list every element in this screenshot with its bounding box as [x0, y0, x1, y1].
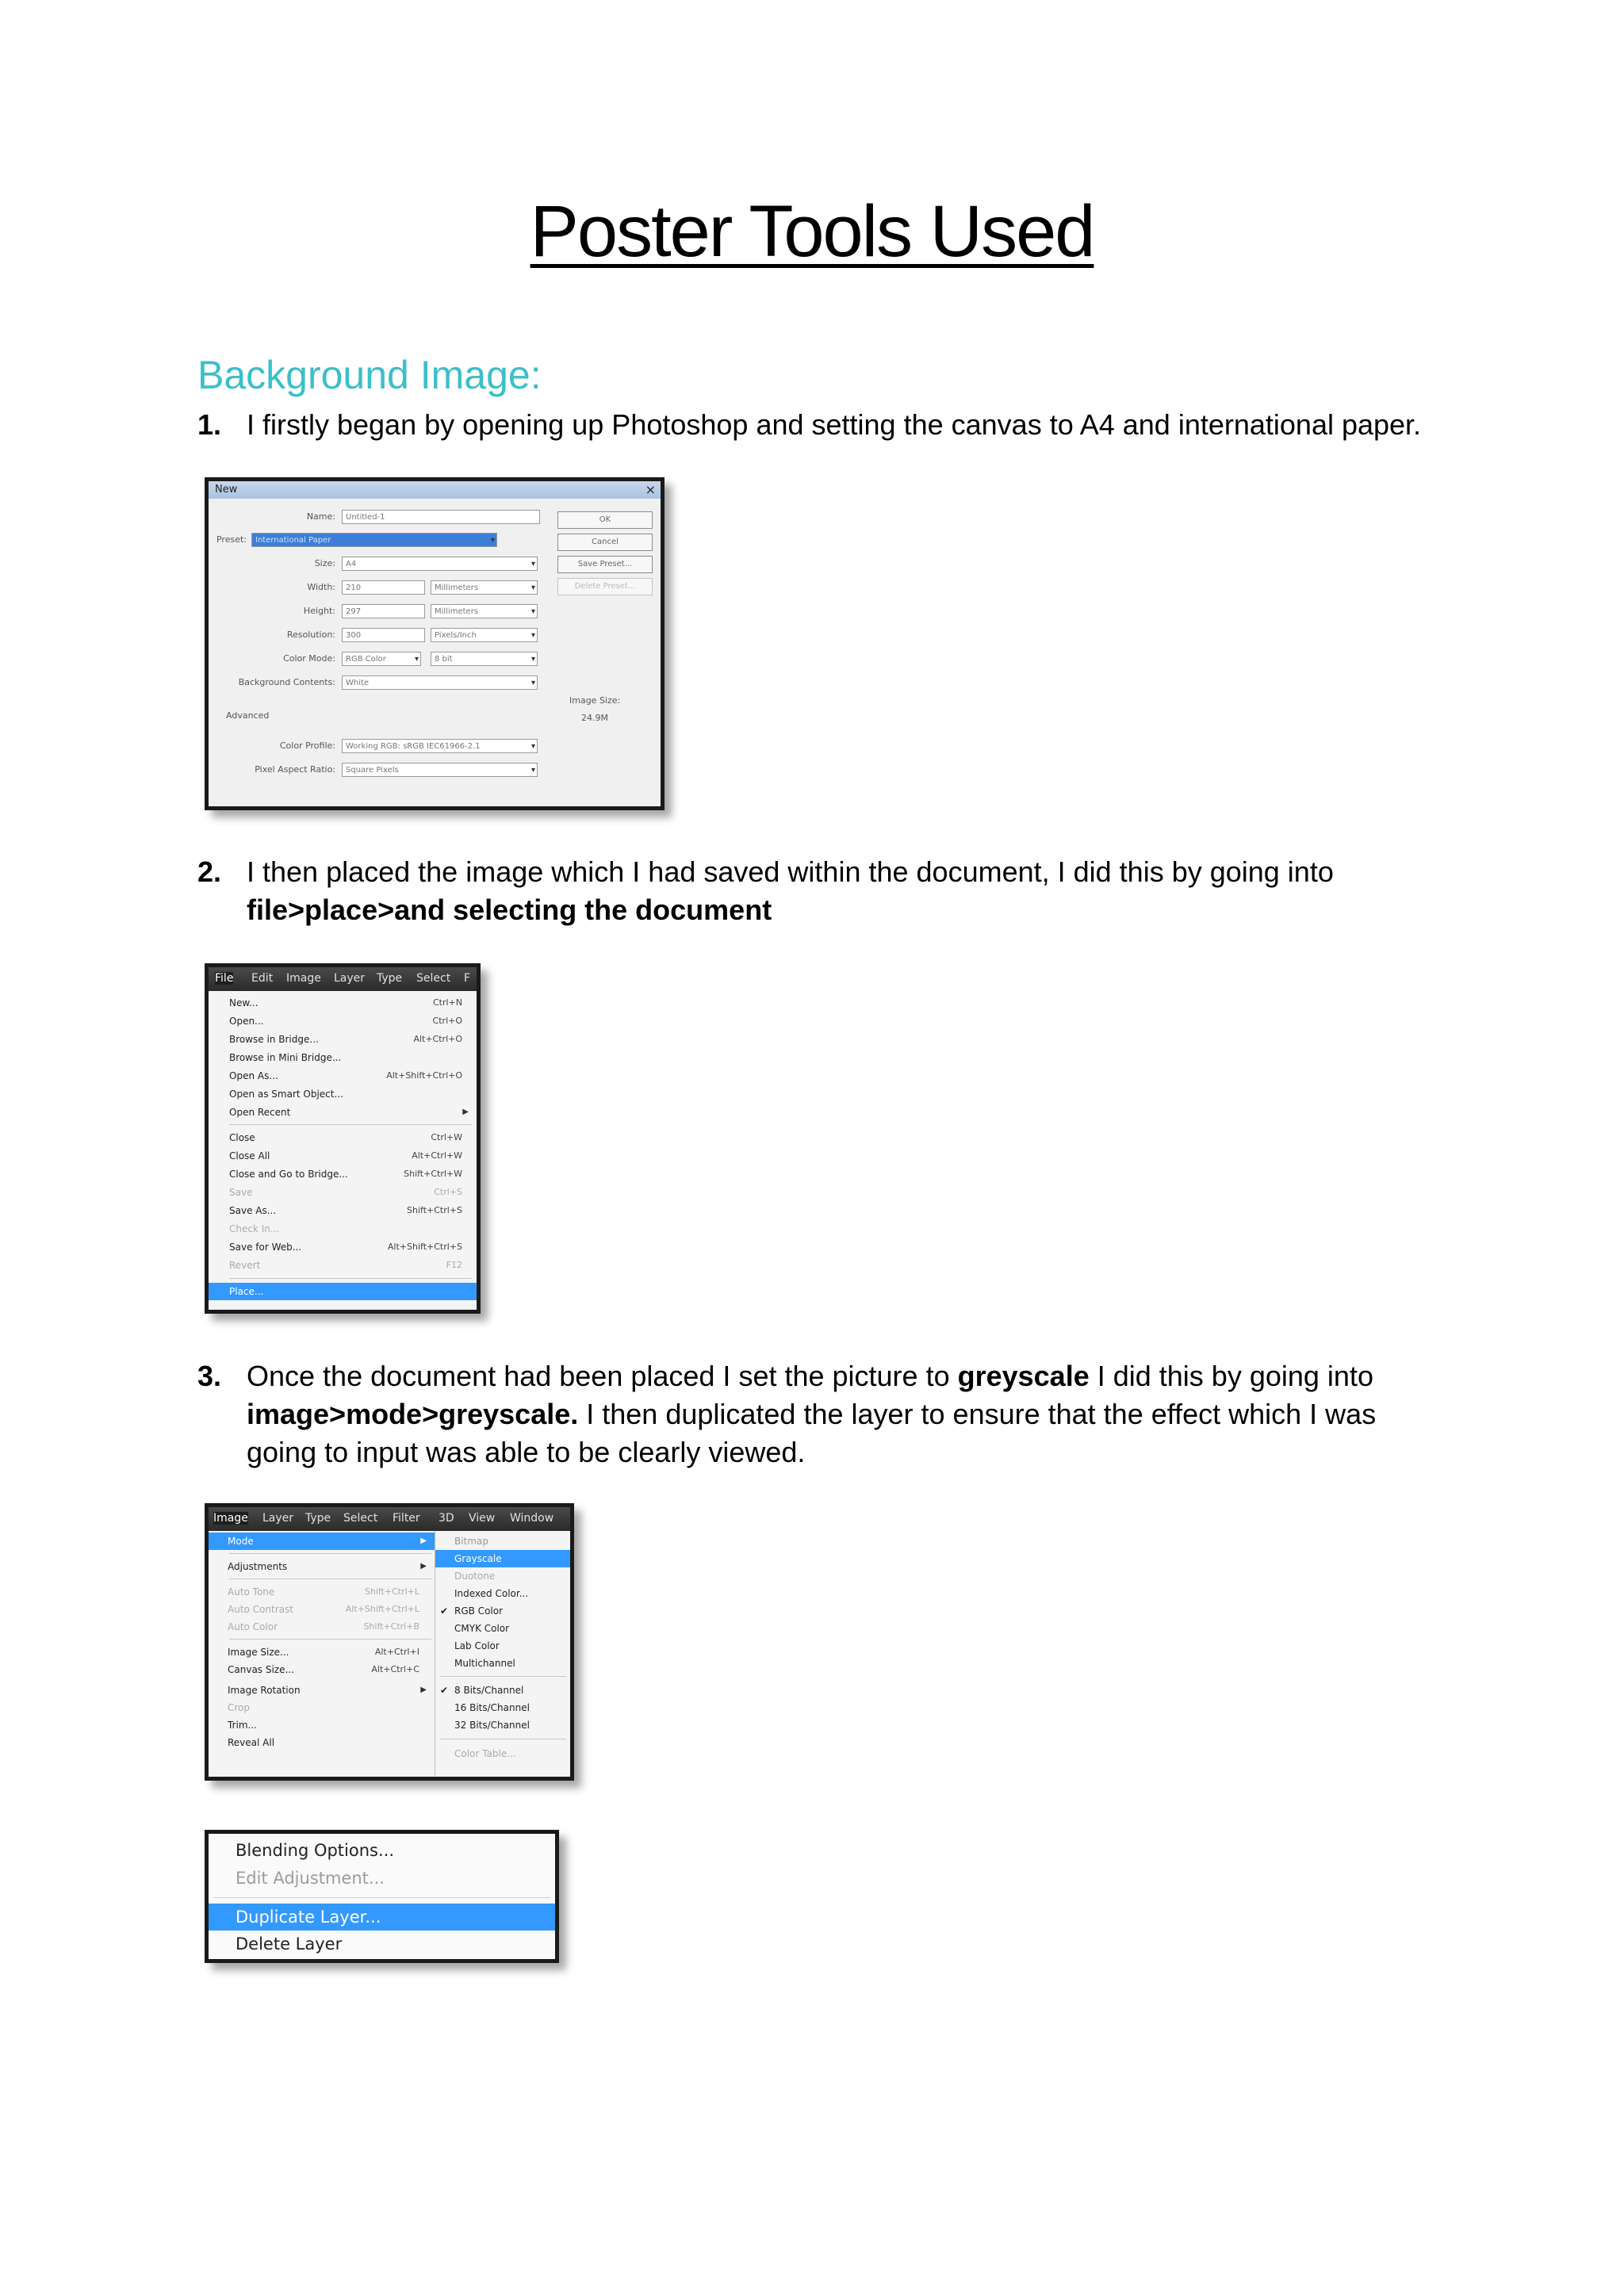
menu-item-label: Delete Layer	[236, 1934, 343, 1954]
submenu-item-rgb-color[interactable]	[435, 1602, 571, 1620]
menu-item-shortcut: Ctrl+S	[434, 1187, 462, 1197]
dialog-row-preset	[209, 531, 247, 549]
menu-item-label: Browse in Bridge...	[229, 1034, 319, 1045]
field-label: Name:	[306, 511, 335, 522]
submenu-item-duotone[interactable]	[435, 1567, 571, 1585]
menu-edit[interactable]: Edit	[251, 972, 274, 985]
menu-item-label: Grayscale	[454, 1553, 502, 1564]
step-text-bold: greyscale	[957, 1360, 1090, 1392]
dialog-row-width	[209, 579, 335, 596]
menu-item-label: Edit Adjustment...	[236, 1869, 385, 1888]
dialog-row-name	[209, 508, 335, 526]
menu-item-shortcut: Alt+Shift+Ctrl+L	[345, 1604, 419, 1614]
menu-filter[interactable]: Filter	[393, 1512, 420, 1525]
step-number: 3.	[197, 1360, 222, 1392]
submenu-item-multichannel[interactable]	[435, 1655, 571, 1672]
field-label: Background Contents:	[238, 677, 335, 687]
menu-item-open-smart-object[interactable]	[209, 1085, 477, 1103]
submenu-arrow-icon: ▶	[420, 1686, 427, 1694]
menu-item-label: Crop	[228, 1702, 251, 1713]
menu-item-shortcut: Ctrl+W	[431, 1132, 462, 1142]
menu-item-shortcut: Alt+Ctrl+C	[371, 1664, 419, 1674]
image-menu-screenshot	[205, 1503, 574, 1781]
dialog-row-resolution	[209, 626, 335, 644]
step-text-part: I did this by going into	[1089, 1360, 1373, 1392]
menu-item-save[interactable]	[209, 1184, 477, 1201]
menu-item-label: Adjustments	[228, 1561, 288, 1572]
menu-item-label: Trim...	[228, 1720, 257, 1731]
menu-item-label: Save for Web...	[229, 1242, 302, 1253]
menu-separator	[229, 1578, 431, 1579]
menu-item-label: Bitmap	[454, 1536, 488, 1547]
submenu-arrow-icon: ▶	[420, 1562, 427, 1571]
new-document-dialog-screenshot	[205, 477, 665, 810]
menu-item-shortcut: Shift+Ctrl+B	[363, 1621, 419, 1632]
menu-item-edit-adjustment[interactable]	[209, 1865, 555, 1892]
menu-item-close-go-bridge[interactable]	[209, 1165, 477, 1183]
width-field[interactable]: 210	[342, 580, 425, 595]
menu-select[interactable]: Select	[343, 1512, 378, 1525]
menu-file[interactable]: File	[215, 972, 234, 985]
image-size-label: Image Size:	[569, 695, 621, 706]
menu-item-label: Close	[229, 1132, 255, 1143]
ok-button[interactable]: OK	[557, 511, 653, 529]
resolution-field[interactable]: 300	[342, 628, 425, 642]
submenu-item-grayscale[interactable]	[435, 1550, 571, 1567]
menu-item-place[interactable]	[209, 1283, 477, 1300]
name-field[interactable]: Untitled-1	[342, 510, 540, 524]
menu-item-label: Open as Smart Object...	[229, 1089, 343, 1100]
menu-item-label: 32 Bits/Channel	[454, 1720, 530, 1731]
menu-item-browse-bridge[interactable]	[209, 1031, 477, 1048]
step-text-part: I then duplicated the layer to ensure that the effect which I was going to input was able to be clearly viewed.	[247, 1398, 1377, 1468]
field-label: Size:	[314, 558, 335, 568]
menu-item-label: Close and Go to Bridge...	[229, 1169, 348, 1180]
menu-item-open-as[interactable]	[209, 1067, 477, 1085]
step-2	[197, 853, 1434, 929]
menu-type[interactable]: Type	[377, 972, 403, 985]
dialog-row-color-profile	[209, 737, 335, 755]
menu-separator	[229, 1124, 472, 1125]
menu-type[interactable]: Type	[305, 1512, 331, 1525]
menu-item-label: CMYK Color	[454, 1623, 510, 1634]
menu-image[interactable]: Image	[286, 972, 321, 985]
image-size-value: 24.9M	[581, 713, 608, 723]
field-label: Pixel Aspect Ratio:	[255, 764, 335, 775]
menu-item-label: New...	[229, 997, 259, 1008]
menu-item-open[interactable]	[209, 1012, 477, 1030]
step-text	[247, 1357, 1434, 1471]
section-heading: Background Image:	[197, 353, 542, 397]
menu-item-shortcut: Shift+Ctrl+W	[404, 1169, 462, 1179]
step-text-bold: image>mode>greyscale.	[247, 1398, 579, 1430]
field-label: Resolution:	[286, 629, 335, 640]
menu-item-check-in[interactable]	[209, 1220, 477, 1238]
menu-item-browse-mini-bridge[interactable]	[209, 1049, 477, 1066]
menu-item-label: Revert	[229, 1260, 261, 1271]
size-select[interactable]: A4 ▾	[342, 557, 538, 571]
menu-item-shortcut: Shift+Ctrl+S	[407, 1205, 462, 1215]
submenu-item-bitmap[interactable]	[435, 1533, 571, 1550]
pixel-aspect-select[interactable]: Square Pixels ▾	[342, 763, 538, 777]
menu-item-shortcut: Alt+Shift+Ctrl+S	[387, 1242, 462, 1252]
menu-item-label: Indexed Color...	[454, 1588, 529, 1599]
step-text-part: Once the document had been placed I set the picture to	[247, 1360, 958, 1392]
page-title: Poster Tools Used	[530, 191, 1094, 272]
menu-item-label: Auto Tone	[228, 1586, 275, 1598]
menu-item-label: RGB Color	[454, 1605, 504, 1617]
menu-item-new[interactable]	[209, 994, 477, 1012]
step-text-part: I then placed the image which I had saved within the document, I did this by going into	[247, 855, 1334, 888]
dialog-row-background	[209, 674, 335, 691]
color-profile-select[interactable]: Working RGB: sRGB IEC61966-2.1 ▾	[342, 739, 538, 753]
menu-view[interactable]: View	[469, 1512, 496, 1525]
menu-item-label: 8 Bits/Channel	[454, 1685, 524, 1696]
menu-item-shortcut: Alt+Shift+Ctrl+O	[386, 1070, 462, 1081]
dialog-titlebar	[209, 481, 661, 499]
checkmark-icon: ✔	[440, 1605, 449, 1617]
menu-item-open-recent[interactable]	[209, 1104, 477, 1121]
submenu-item-color-table[interactable]	[435, 1745, 571, 1762]
resolution-unit-select[interactable]: Pixels/Inch ▾	[431, 628, 538, 642]
menu-item-adjustments[interactable]	[209, 1558, 435, 1575]
menu-item-label: Canvas Size...	[228, 1664, 294, 1675]
height-field[interactable]: 297	[342, 604, 425, 618]
advanced-toggle[interactable]	[226, 707, 321, 725]
submenu-item-indexed-color[interactable]	[435, 1585, 571, 1602]
menu-separator	[229, 1553, 431, 1554]
step-text-bold: file>place>and selecting the document	[247, 894, 772, 926]
step-number: 2.	[197, 855, 222, 888]
height-unit-select[interactable]: Millimeters ▾	[431, 604, 538, 618]
field-label: Color Mode:	[283, 653, 335, 664]
menu-item-shortcut: Ctrl+O	[432, 1016, 462, 1026]
menu-item-delete-layer[interactable]	[209, 1931, 555, 1957]
step-3	[197, 1357, 1434, 1471]
menu-item-label: Place...	[229, 1286, 264, 1297]
menu-item-label: Save As...	[229, 1205, 277, 1216]
step-number: 1.	[197, 408, 222, 441]
menu-item-label: Check In...	[229, 1223, 280, 1234]
dialog-row-color-mode	[209, 650, 335, 668]
submenu-item-cmyk-color[interactable]	[435, 1620, 571, 1637]
menu-item-label: Image Size...	[228, 1647, 289, 1658]
field-label: Width:	[307, 582, 335, 592]
dialog-row-height	[209, 603, 335, 620]
menu-item-mode[interactable]	[209, 1533, 435, 1550]
menu-3d[interactable]: 3D	[439, 1512, 454, 1525]
menu-item-label: 16 Bits/Channel	[454, 1702, 530, 1713]
menu-item-label: Save	[229, 1187, 253, 1198]
menu-item-label: Browse in Mini Bridge...	[229, 1052, 342, 1063]
step-text: I firstly began by opening up Photoshop and setting the canvas to A4 and international paper.	[247, 408, 1422, 441]
menu-window[interactable]: Window	[510, 1512, 554, 1525]
menu-item-label: Lab Color	[454, 1640, 500, 1651]
menu-separator	[229, 1278, 472, 1279]
menu-select[interactable]: Select	[416, 972, 451, 985]
close-icon[interactable]: ×	[645, 482, 656, 497]
step-text	[247, 853, 1434, 929]
menu-item-save-as[interactable]	[209, 1202, 477, 1219]
field-label: Preset:	[216, 534, 247, 545]
menu-separator	[213, 1897, 550, 1898]
menu-item-label: Auto Color	[228, 1621, 278, 1632]
menu-item-label: Blending Options...	[236, 1841, 395, 1860]
menu-item-shortcut: Ctrl+N	[432, 997, 462, 1008]
submenu-arrow-icon: ▶	[462, 1108, 469, 1116]
checkmark-icon: ✔	[440, 1685, 449, 1696]
preset-select[interactable]: International Paper ▾	[251, 533, 497, 547]
menu-item-label: Reveal All	[228, 1737, 275, 1748]
menu-item-shortcut: F12	[446, 1260, 462, 1270]
menu-layer[interactable]: Layer	[334, 972, 366, 985]
menu-item-label: Duplicate Layer...	[236, 1908, 381, 1927]
dialog-row-pixel-aspect	[209, 761, 335, 779]
menu-item-duplicate-layer[interactable]	[209, 1904, 555, 1931]
menu-item-label: Color Table...	[454, 1748, 516, 1759]
menu-item-label: Open...	[229, 1016, 264, 1027]
menu-item-label: Open Recent	[229, 1107, 291, 1118]
menu-item-save-for-web[interactable]	[209, 1238, 477, 1256]
advanced-label: Advanced	[226, 710, 270, 721]
menu-separator	[229, 1639, 431, 1640]
menu-item-image-rotation[interactable]	[209, 1682, 435, 1699]
menu-item-label: Mode	[228, 1536, 254, 1547]
menu-item-blending-options[interactable]	[209, 1837, 555, 1864]
layer-context-menu-screenshot	[205, 1830, 559, 1963]
save-preset-button[interactable]: Save Preset...	[557, 556, 653, 573]
menu-item-shortcut: Alt+Ctrl+W	[412, 1150, 462, 1161]
menu-item-label: Close All	[229, 1150, 270, 1161]
background-contents-select[interactable]: White ▾	[342, 675, 538, 690]
menu-separator	[440, 1676, 566, 1677]
menu-layer[interactable]: Layer	[262, 1512, 294, 1525]
menu-filter[interactable]: F	[464, 972, 471, 985]
menu-item-close[interactable]	[209, 1129, 477, 1146]
submenu-item-16-bits[interactable]	[435, 1699, 571, 1716]
width-unit-select[interactable]: Millimeters ▾	[431, 580, 538, 595]
file-menu-screenshot	[205, 963, 481, 1314]
submenu-item-32-bits[interactable]	[435, 1716, 571, 1734]
menubar	[209, 967, 477, 991]
submenu-item-lab-color[interactable]	[435, 1637, 571, 1655]
menu-item-label: Auto Contrast	[228, 1604, 293, 1615]
bit-depth-select[interactable]: 8 bit ▾	[431, 652, 538, 666]
submenu-item-8-bits[interactable]	[435, 1682, 571, 1699]
cancel-button[interactable]: Cancel	[557, 534, 653, 551]
dialog-row-size	[209, 555, 335, 572]
menu-item-label: Duotone	[454, 1571, 496, 1582]
menu-item-shortcut: Shift+Ctrl+L	[364, 1586, 419, 1597]
delete-preset-button[interactable]: Delete Preset...	[557, 578, 653, 595]
step-1	[197, 406, 1434, 444]
field-label: Color Profile:	[279, 740, 335, 751]
menu-item-label: Image Rotation	[228, 1685, 301, 1696]
menu-item-shortcut: Alt+Ctrl+I	[374, 1647, 419, 1657]
mode-submenu	[435, 1531, 571, 1777]
menu-item-close-all[interactable]	[209, 1147, 477, 1165]
submenu-arrow-icon: ▶	[420, 1536, 427, 1545]
field-label: Height:	[303, 606, 335, 616]
menu-item-revert[interactable]	[209, 1257, 477, 1274]
color-mode-select[interactable]: RGB Color ▾	[342, 652, 421, 666]
menu-item-label: Open As...	[229, 1070, 278, 1081]
dialog-title: New	[215, 484, 238, 496]
menubar	[209, 1507, 570, 1531]
menu-image[interactable]: Image	[213, 1512, 248, 1525]
menu-item-label: Multichannel	[454, 1658, 515, 1669]
menu-item-shortcut: Alt+Ctrl+O	[413, 1034, 462, 1044]
